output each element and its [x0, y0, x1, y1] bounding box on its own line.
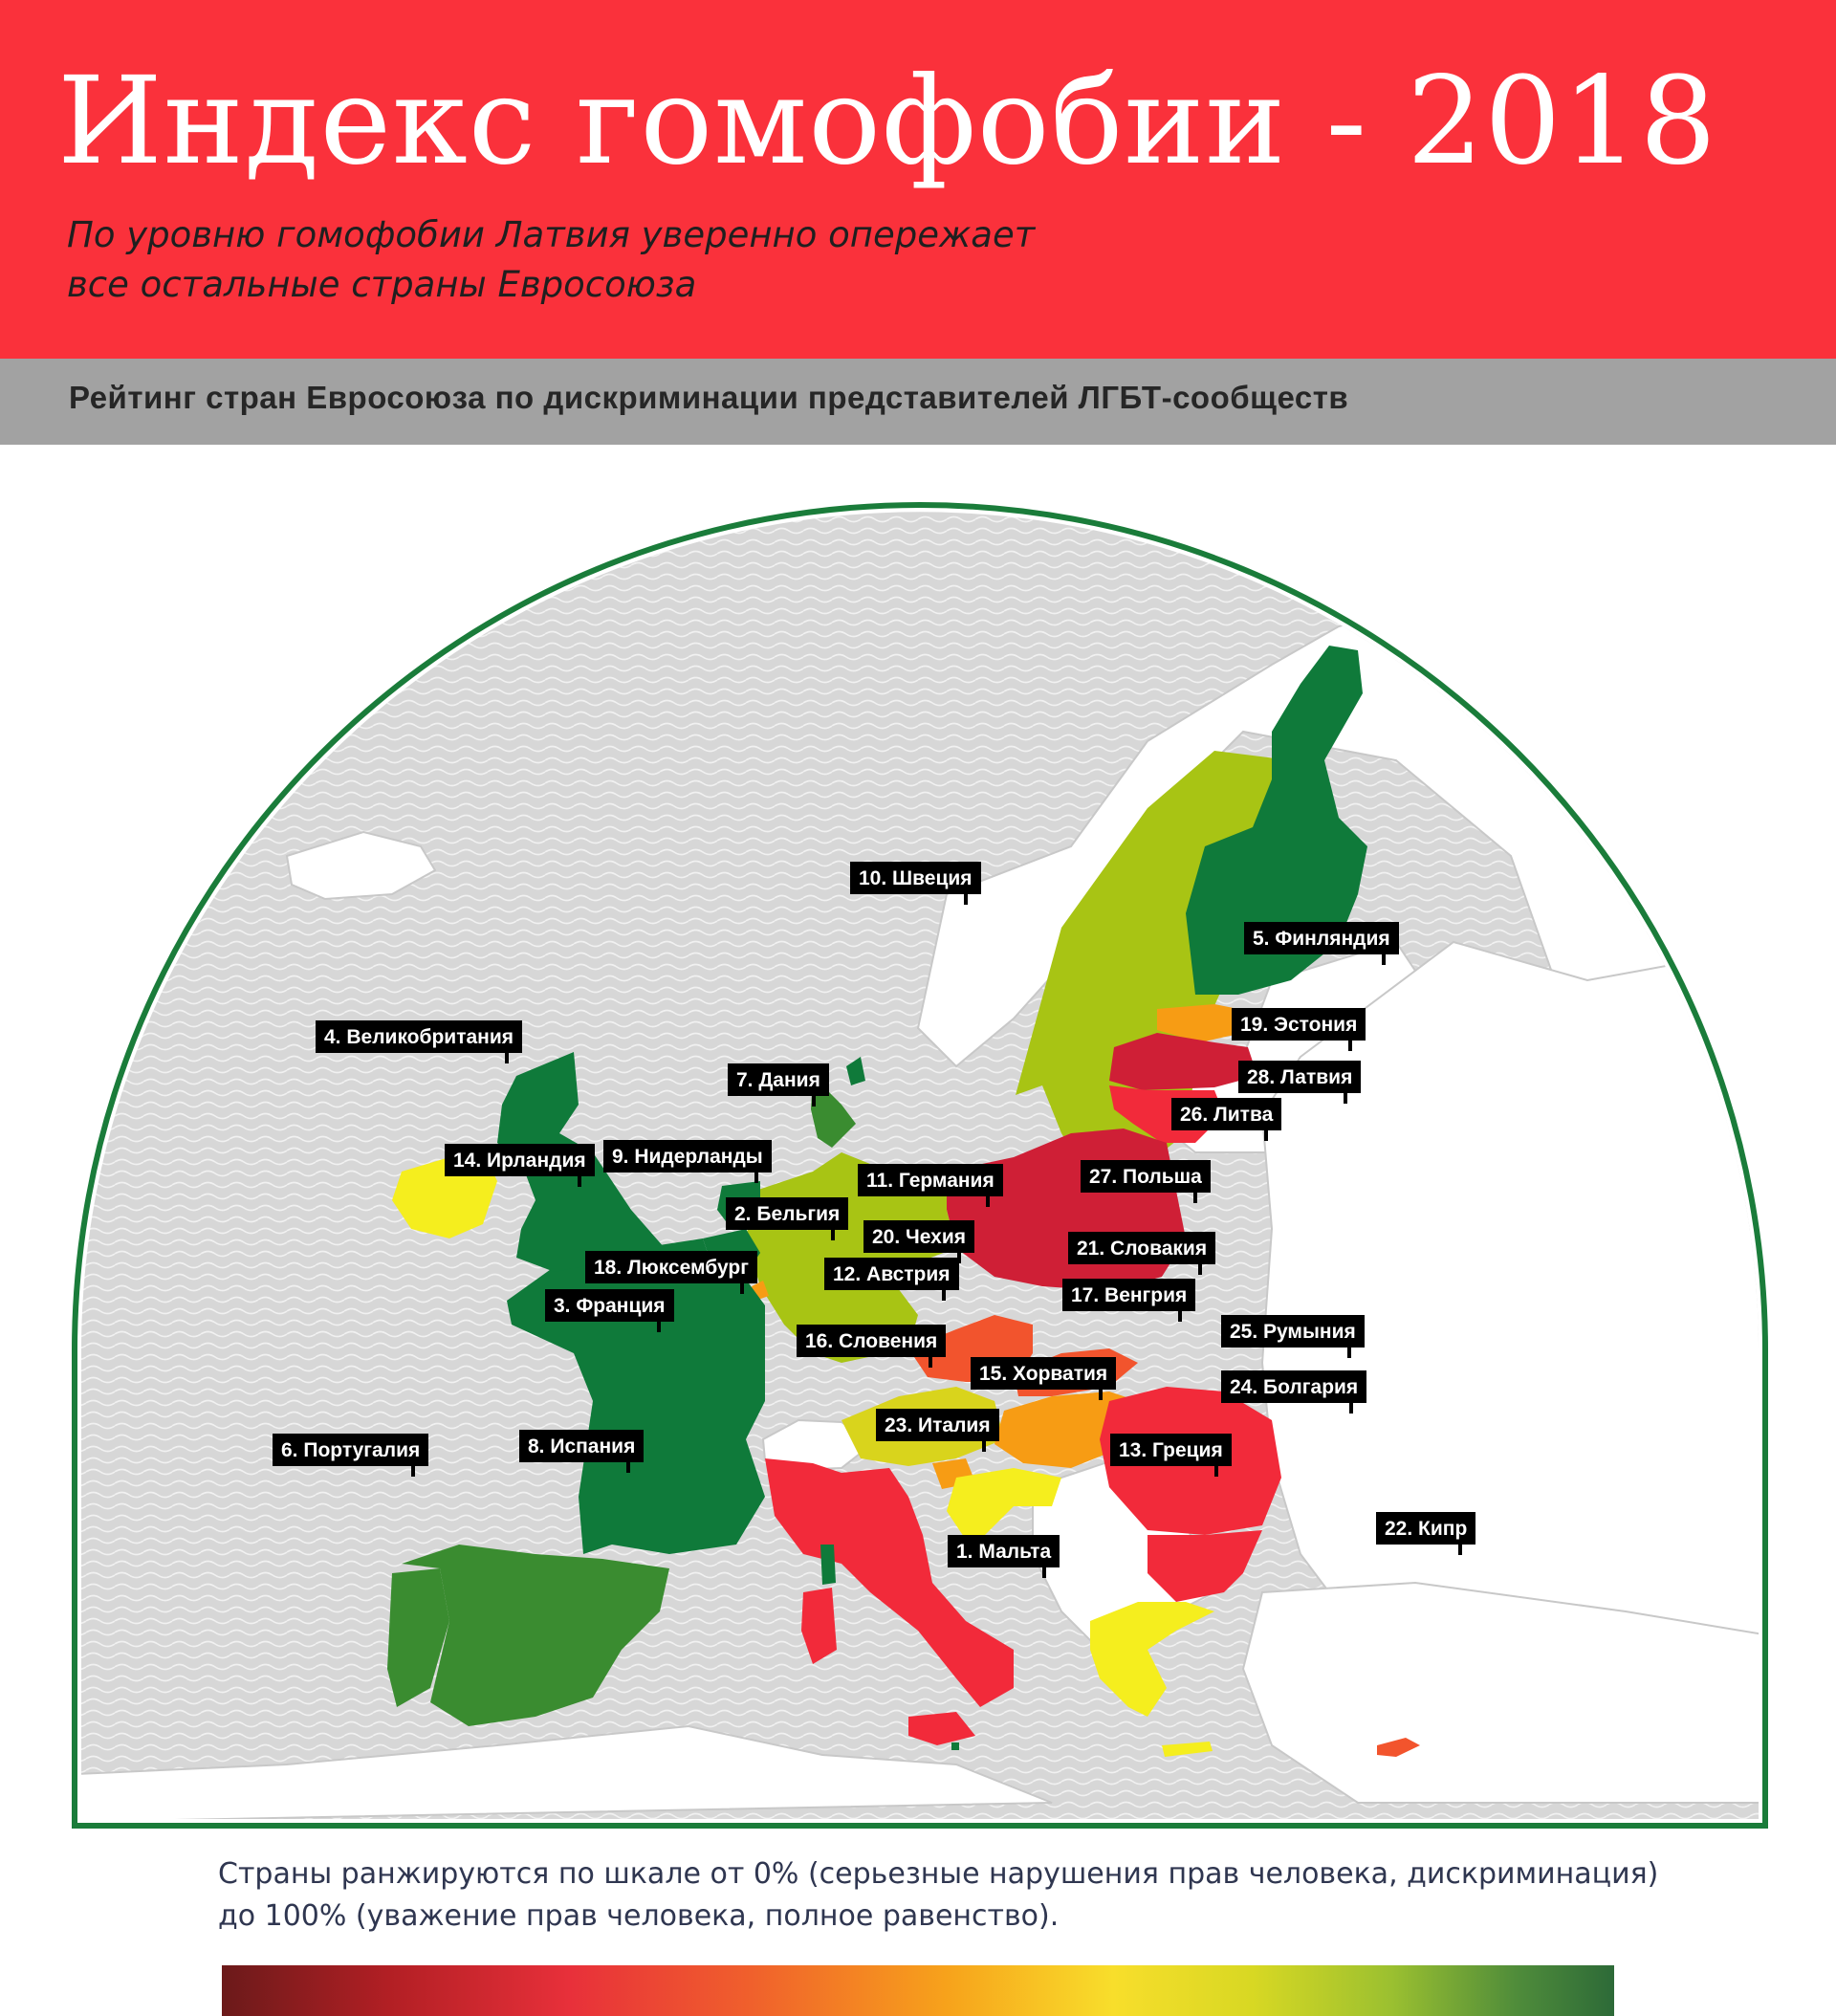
label-czechia: 20. Чехия — [863, 1220, 974, 1253]
label-belgium: 2. Бельгия — [726, 1197, 848, 1230]
label-luxembourg: 18. Люксембург — [585, 1251, 757, 1283]
rating-banner — [0, 359, 1836, 445]
color-scale-bar — [222, 1965, 1614, 2016]
label-hungary: 17. Венгрия — [1062, 1279, 1195, 1311]
subtitle-line-1: По уровню гомофобии Латвия уверенно опережает — [67, 214, 1036, 255]
scale-description-line-1: Страны ранжируются по шкале от 0% (серьезные нарушения прав человека, дискриминация) — [218, 1857, 1659, 1891]
label-greece: 13. Греция — [1110, 1434, 1232, 1466]
label-netherlands: 9. Нидерланды — [603, 1140, 772, 1172]
label-uk: 4. Великобритания — [316, 1020, 522, 1053]
label-spain: 8. Испания — [519, 1430, 644, 1462]
label-latvia: 28. Латвия — [1238, 1061, 1361, 1093]
label-ireland: 14. Ирландия — [445, 1144, 595, 1176]
label-france: 3. Франция — [545, 1289, 674, 1322]
subtitle — [67, 210, 1214, 310]
label-estonia: 19. Эстония — [1232, 1008, 1366, 1041]
label-sweden: 10. Швеция — [850, 862, 981, 894]
country-malta — [951, 1742, 959, 1750]
country-corsica — [820, 1545, 836, 1585]
rating-banner-text: Рейтинг стран Евросоюза по дискриминации представителей ЛГБТ-сообществ — [69, 380, 1349, 415]
label-austria: 12. Австрия — [824, 1258, 959, 1290]
page-title: Индекс гомофобии - 2018 — [57, 51, 1717, 191]
label-slovenia: 16. Словения — [797, 1325, 946, 1357]
label-bulgaria: 24. Болгария — [1221, 1370, 1366, 1403]
header-banner — [0, 0, 1836, 359]
label-malta: 1. Мальта — [948, 1535, 1060, 1567]
label-croatia: 15. Хорватия — [971, 1357, 1116, 1390]
label-portugal: 6. Португалия — [273, 1434, 428, 1466]
scale-description-line-2: до 100% (уважение прав человека, полное равенство). — [218, 1899, 1060, 1933]
label-finland: 5. Финляндия — [1244, 922, 1399, 954]
label-poland: 27. Польша — [1081, 1160, 1211, 1193]
label-italy: 23. Италия — [876, 1409, 999, 1441]
europe-map — [0, 445, 1836, 1851]
map-svg — [0, 445, 1836, 1851]
subtitle-line-2: все остальные страны Евросоюза — [67, 264, 697, 305]
label-cyprus: 22. Кипр — [1376, 1512, 1475, 1545]
label-slovakia: 21. Словакия — [1068, 1232, 1215, 1264]
label-romania: 25. Румыния — [1221, 1315, 1365, 1348]
label-denmark: 7. Дания — [728, 1063, 829, 1096]
label-germany: 11. Германия — [858, 1164, 1003, 1196]
label-lithuania: 26. Литва — [1171, 1098, 1281, 1130]
scale-description — [218, 1853, 1710, 1938]
